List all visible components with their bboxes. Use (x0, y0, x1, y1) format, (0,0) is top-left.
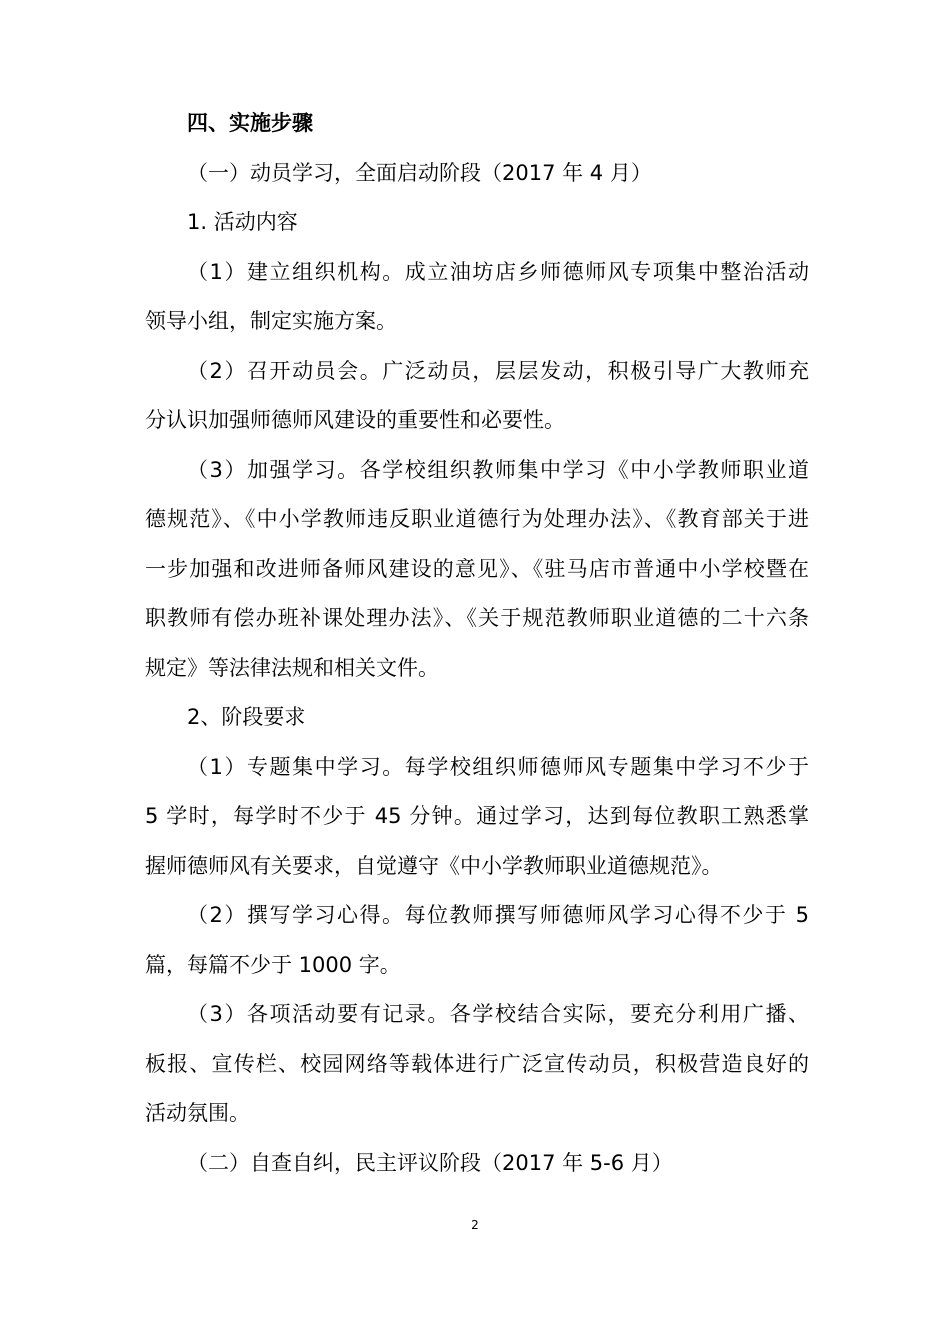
paragraph-line: 职教师有偿办班补课处理办法》、《关于规范教师职业道德的二十六条 (145, 606, 809, 630)
list-heading: 1. 活动内容 (187, 210, 298, 234)
paragraph-line: （2）召开动员会。广泛动员，层层发动，积极引导广大教师充 (187, 359, 809, 383)
paragraph-line: （1）专题集中学习。每学校组织师德师风专题集中学习不少于 (187, 755, 809, 779)
section-heading: 四、实施步骤 (187, 111, 313, 135)
page-number: 2 (471, 1218, 479, 1232)
paragraph-line: 握师德师风有关要求，自觉遵守《中小学教师职业道德规范》。 (145, 854, 723, 878)
paragraph-line: （1）建立组织机构。成立油坊店乡师德师风专项集中整治活动 (187, 260, 809, 284)
paragraph-line: 分认识加强师德师风建设的重要性和必要性。 (145, 408, 565, 432)
paragraph-line: （3）加强学习。各学校组织教师集中学习《中小学教师职业道 (187, 458, 809, 482)
paragraph-line: 篇，每篇不少于 1000 字。 (145, 953, 401, 977)
paragraph-line: 活动氛围。 (145, 1101, 250, 1125)
subsection-title: （一）动员学习，全面启动阶段（2017 年 4 月） (187, 161, 652, 185)
paragraph-line: 规定》等法律法规和相关文件。 (145, 656, 439, 680)
paragraph-line: 一步加强和改进师备师风建设的意见》、《驻马店市普通中小学校暨在 (145, 557, 809, 581)
paragraph-line: 板报、宣传栏、校园网络等载体进行广泛宣传动员，积极营造良好的 (145, 1052, 809, 1076)
paragraph-line: 5 学时，每学时不少于 45 分钟。通过学习，达到每位教职工熟悉掌 (145, 804, 809, 828)
list-heading: 2、阶段要求 (187, 705, 306, 729)
paragraph-line: 领导小组，制定实施方案。 (145, 309, 397, 333)
paragraph-line: （3）各项活动要有记录。各学校结合实际，要充分利用广播、 (187, 1002, 809, 1026)
paragraph-line: （2）撰写学习心得。每位教师撰写师德师风学习心得不少于 5 (187, 903, 809, 927)
paragraph-line: 德规范》、《中小学教师违反职业道德行为处理办法》、《教育部关于进 (145, 507, 809, 531)
subsection-title: （二）自查自纠，民主评议阶段（2017 年 5-6 月） (187, 1151, 673, 1175)
